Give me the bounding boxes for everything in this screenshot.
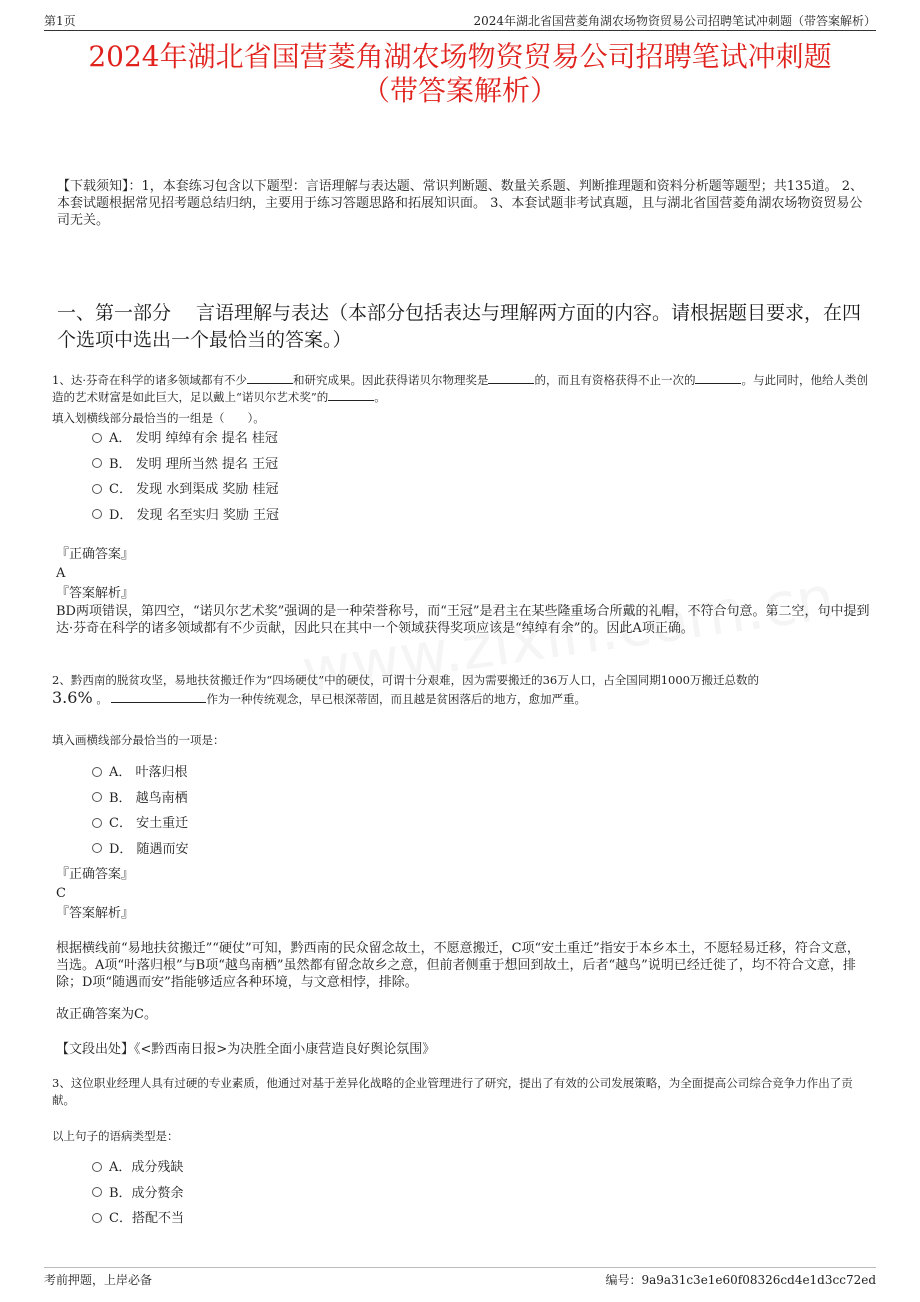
page-footer	[44, 1267, 876, 1288]
source-text: 【文段出处】《<黔西南日报>为决胜全面小康营造良好舆论氛围》	[56, 1042, 436, 1057]
q1-part: 。与此同时，他给人类创造的艺术财富是如此巨大，足以戴上“诺贝尔艺术奖”的	[52, 373, 868, 404]
option-label: B． 越鸟南栖	[109, 790, 188, 806]
option-label: C． 发现 水到渠成 奖励 桂冠	[109, 482, 279, 497]
option-b[interactable]	[92, 786, 189, 812]
radio-icon[interactable]	[92, 1213, 102, 1223]
q1-blank	[247, 373, 293, 384]
option-b[interactable]	[92, 1181, 184, 1207]
q1-part: 的，而且有资格获得不止一次的	[534, 373, 696, 387]
question-3-text: 3、这位职业经理人具有过硬的专业素质，他通过对基于差异化战略的企业管理进行了研究，提出了有效的公司发展策略，为全面提高公司综合竞争力作出了贡献。	[52, 1076, 853, 1107]
option-c[interactable]	[92, 1206, 184, 1232]
question-2-options	[92, 760, 189, 862]
radio-icon[interactable]	[92, 433, 102, 443]
analysis-text: 根据横线前“易地扶贫搬迁”“硬仗”可知，黔西南的民众留念故土，不愿意搬迁，C项“安土重迁”指安于本乡本土，不愿轻易迁移，符合文意，当选。A项“叶落归根”与B项“越鸟南栖”虽然都有留念故乡之意，但前者侧重于想回到故土，后者“越鸟”说明已经迁徙了，均不符合文意，排除；D项“随遇而安”指能够适应各种环境，与文意相悖，排除。	[56, 941, 860, 990]
analysis-label: 『答案解析』	[56, 906, 135, 921]
answer-value: C	[56, 886, 66, 901]
q2-blank	[111, 692, 206, 703]
question-1-prompt: 填入划横线部分最恰当的一组是（ ）。	[52, 411, 265, 425]
answer-label: 『正确答案』	[56, 867, 135, 882]
option-label: D． 随遇而安	[109, 841, 189, 857]
q2-percent: 3.6%	[52, 688, 93, 707]
option-a[interactable]	[92, 1155, 184, 1181]
question-2-prompt: 填入画横线部分最恰当的一项是：	[52, 733, 225, 747]
radio-icon[interactable]	[92, 1187, 102, 1197]
q1-blank	[695, 373, 741, 384]
q1-part: 。	[374, 390, 386, 404]
answer-value: A	[56, 566, 66, 581]
download-notice: 【下载须知】：1，本套练习包含以下题型：言语理解与表达题、常识判断题、数量关系题、判断推理题和资料分析题等题型；共135道。 2、本套试题根据常见招考题总结归纳，主要用于练习答题思路和拓展知识面。 3、本套试题非考试真题，且与湖北省国营菱角湖农场物资贸易公司无关。	[57, 179, 863, 228]
option-c[interactable]	[92, 811, 189, 837]
header-doc-title: 2024年湖北省国营菱角湖农场物资贸易公司招聘笔试冲刺题（带答案解析）	[473, 14, 876, 28]
q1-part: 和研究成果。因此获得诺贝尔物理奖是	[292, 373, 489, 387]
footer-doc-id: 编号：9a9a31c3e1e60f08326cd4e1d3cc72ed	[605, 1273, 876, 1287]
option-label: C．搭配不当	[109, 1211, 184, 1226]
radio-icon[interactable]	[92, 792, 102, 802]
option-label: A．成分残缺	[109, 1160, 184, 1175]
option-label: A． 发明 绰绰有余 提名 桂冠	[109, 431, 278, 446]
option-label: B．成分赘余	[109, 1185, 184, 1201]
option-d[interactable]	[92, 503, 279, 529]
q1-part: 1、达·芬奇在科学的诸多领域都有不少	[52, 373, 247, 387]
section-heading: 一、第一部分 言语理解与表达（本部分包括表达与理解两方面的内容。请根据题目要求，在四个选项中选出一个最恰当的答案。）	[57, 302, 862, 351]
q1-blank	[328, 390, 374, 401]
title-line-1: 2024年湖北省国营菱角湖农场物资贸易公司招聘笔试冲刺题	[88, 40, 832, 73]
footer-slogan: 考前押题，上岸必备	[44, 1273, 153, 1287]
q2-part: 2、黔西南的脱贫攻坚，易地扶贫搬迁作为“四场硬仗”中的硬仗，可谓十分艰难，因为需要搬迁的36万人口，占全国同期1000万搬迁总数的	[52, 673, 759, 687]
option-b[interactable]	[92, 452, 279, 478]
question-1-options	[92, 426, 279, 528]
analysis-label: 『答案解析』	[56, 586, 135, 601]
analysis-text: BD两项错误，第四空，“诺贝尔艺术奖”强调的是一种荣誉称号，而“王冠”是君主在某些隆重场合所戴的礼帽，不符合句意。第二空，句中提到达·芬奇在科学的诸多领域都有不少贡献，因此只在其中一个领域获得奖项应该是“绰绰有余”的。因此A项正确。	[56, 604, 870, 636]
option-label: D． 发现 名至实归 奖励 王冠	[109, 507, 279, 523]
q2-part: 。	[96, 692, 108, 706]
radio-icon[interactable]	[92, 767, 102, 777]
question-1-text	[52, 372, 870, 406]
radio-icon[interactable]	[92, 484, 102, 494]
page-number: 第1页	[44, 14, 76, 28]
radio-icon[interactable]	[92, 509, 102, 519]
option-label: B． 发明 理所当然 提名 王冠	[109, 456, 279, 472]
option-c[interactable]	[92, 477, 279, 503]
option-label: C． 安土重迁	[109, 816, 189, 831]
page-header	[44, 10, 876, 31]
q1-blank	[488, 373, 534, 384]
title-line-2: （带答案解析）	[361, 74, 558, 107]
radio-icon[interactable]	[92, 818, 102, 828]
radio-icon[interactable]	[92, 458, 102, 468]
answer-label: 『正确答案』	[56, 547, 135, 562]
option-label: A． 叶落归根	[109, 765, 188, 780]
conclusion-text: 故正确答案为C。	[56, 1007, 157, 1022]
question-3-options	[92, 1155, 184, 1232]
radio-icon[interactable]	[92, 843, 102, 853]
question-3-prompt: 以上句子的语病类型是：	[52, 1129, 179, 1143]
question-2-text	[52, 672, 870, 708]
option-d[interactable]	[92, 837, 189, 863]
document-title	[40, 40, 880, 108]
radio-icon[interactable]	[92, 1162, 102, 1172]
option-a[interactable]	[92, 426, 279, 452]
q2-part: 作为一种传统观念，早已根深蒂固，而且越是贫困落后的地方，愈加严重。	[206, 692, 586, 706]
option-a[interactable]	[92, 760, 189, 786]
